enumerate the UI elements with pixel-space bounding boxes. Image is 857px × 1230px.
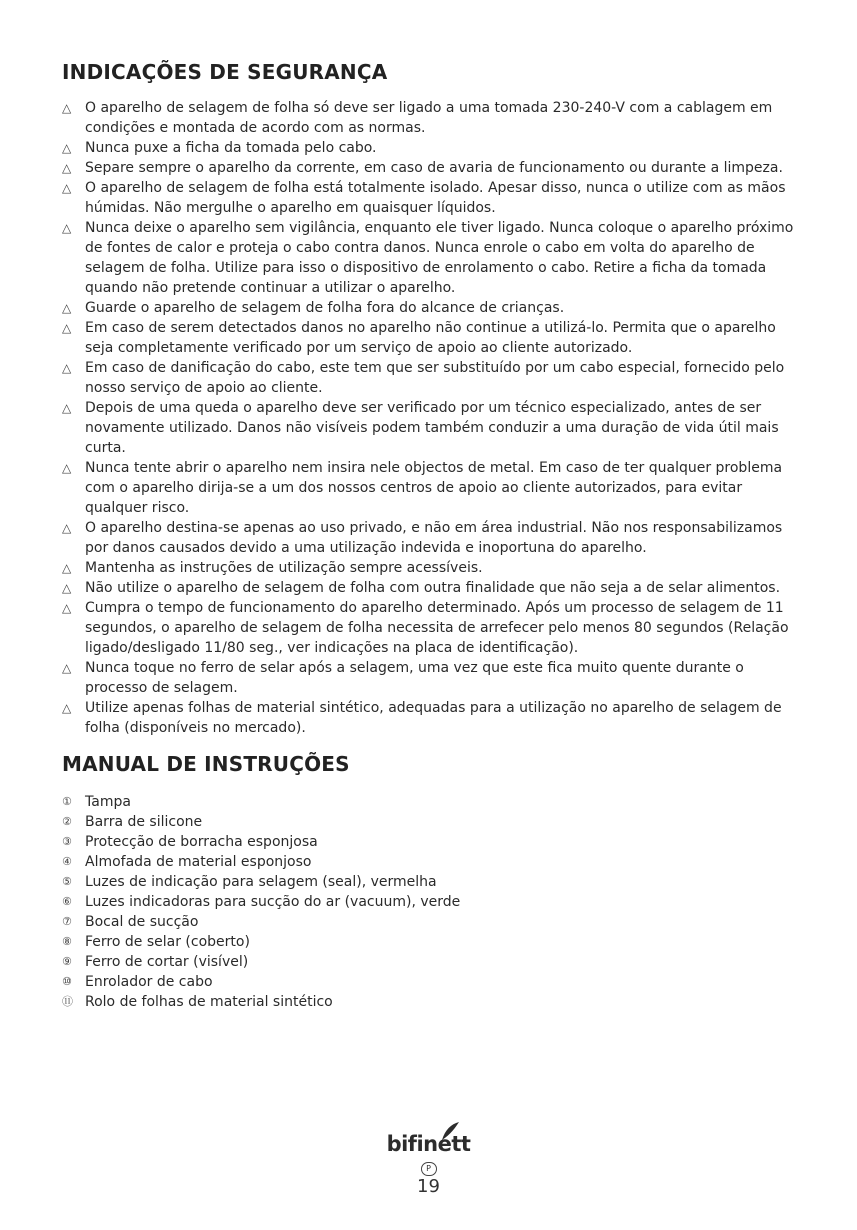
- part-number: ⑦: [62, 915, 72, 928]
- safety-item-text: O aparelho de selagem de folha está totalmente isolado. Apesar disso, nunca o utilize com as mãos húmidas. Não mergulhe o aparelho em quaisquer líquidos.: [85, 180, 786, 216]
- warning-triangle-icon: △: [62, 361, 72, 375]
- safety-item-text: Não utilize o aparelho de selagem de folha com outra finalidade que não seja a de selar alimentos.: [85, 580, 781, 596]
- safety-item: [62, 658, 802, 698]
- part-label: Luzes indicadoras para sucção do ar (vacuum), verde: [85, 894, 461, 910]
- part-item: [62, 992, 802, 1012]
- brand-logo: [387, 1132, 471, 1156]
- part-label: Barra de silicone: [85, 814, 203, 830]
- leaf-icon: [439, 1120, 461, 1142]
- brand-logo-text: bifinett: [386, 1132, 471, 1156]
- safety-item-text: Guarde o aparelho de selagem de folha fora do alcance de crianças.: [85, 300, 565, 316]
- part-item: [62, 872, 802, 892]
- safety-item: [62, 518, 802, 558]
- part-label: Enrolador de cabo: [85, 974, 213, 990]
- part-item: [62, 952, 802, 972]
- page-number: 19: [417, 1176, 440, 1197]
- safety-item-text: O aparelho de selagem de folha só deve ser ligado a uma tomada 230-240-V com a cablagem em condições e montada de acordo com as normas.: [85, 100, 773, 136]
- part-number: ③: [62, 835, 72, 848]
- warning-triangle-icon: △: [62, 581, 72, 595]
- warning-triangle-icon: △: [62, 221, 72, 235]
- safety-item: [62, 298, 802, 318]
- safety-item: [62, 318, 802, 358]
- parts-list: [62, 792, 802, 1012]
- part-item: [62, 972, 802, 992]
- safety-item-text: O aparelho destina-se apenas ao uso privado, e não em área industrial. Não nos responsabilizamos por danos causados devido a uma utilização indevida e inoportuna do aparelho.: [85, 520, 783, 556]
- safety-item-text: Separe sempre o aparelho da corrente, em caso de avaria de funcionamento ou durante a limpeza.: [85, 160, 783, 176]
- warning-triangle-icon: △: [62, 601, 72, 615]
- part-item: [62, 852, 802, 872]
- warning-triangle-icon: △: [62, 561, 72, 575]
- safety-item-text: Em caso de danificação do cabo, este tem que ser substituído por um cabo especial, fornecido pelo nosso serviço de apoio ao cliente.: [85, 360, 785, 396]
- page-footer: [0, 1132, 857, 1197]
- part-number: ⑪: [62, 995, 73, 1008]
- warning-triangle-icon: △: [62, 141, 72, 155]
- part-number: ⑧: [62, 935, 72, 948]
- safety-item-text: Nunca toque no ferro de selar após a selagem, uma vez que este fica muito quente durante o processo de selagem.: [85, 660, 744, 696]
- part-item: [62, 792, 802, 812]
- part-label: Ferro de cortar (visível): [85, 954, 249, 970]
- part-label: Ferro de selar (coberto): [85, 934, 250, 950]
- safety-item-text: Nunca tente abrir o aparelho nem insira nele objectos de metal. Em caso de ter qualquer problema com o aparelho dirija-se a um dos nossos centros de apoio ao cliente autorizados, para evitar qualquer risco.: [85, 460, 783, 516]
- part-item: [62, 832, 802, 852]
- part-number: ①: [62, 795, 72, 808]
- safety-item: [62, 398, 802, 458]
- safety-heading: INDICAÇÕES DE SEGURANÇA: [62, 60, 388, 84]
- part-label: Luzes de indicação para selagem (seal), vermelha: [85, 874, 437, 890]
- warning-triangle-icon: △: [62, 161, 72, 175]
- warning-triangle-icon: △: [62, 521, 72, 535]
- safety-item-text: Nunca deixe o aparelho sem vigilância, enquanto ele tiver ligado. Nunca coloque o aparelho próximo de fontes de calor e proteja o cabo contra danos. Nunca enrole o cabo em volta do aparelho de selagem de folha. Utilize para isso o dispositivo de enrolamento o cabo. Retire a ficha da tomada quando não pretende continuar a utilizar o aparelho.: [85, 220, 794, 296]
- warning-triangle-icon: △: [62, 321, 72, 335]
- page-content: [62, 58, 802, 1012]
- warning-triangle-icon: △: [62, 301, 72, 315]
- warning-triangle-icon: △: [62, 181, 72, 195]
- warning-triangle-icon: △: [62, 101, 72, 115]
- part-number: ②: [62, 815, 72, 828]
- part-label: Tampa: [85, 794, 131, 810]
- part-number: ④: [62, 855, 72, 868]
- safety-item-text: Cumpra o tempo de funcionamento do aparelho determinado. Após um processo de selagem de 11 segundos, o aparelho de selagem de folha necessita de arrefecer pelo menos 80 segundos (Relação ligado/desligado 11/80 seg., ver indicações na placa de identificação).: [85, 600, 789, 656]
- safety-item-text: Nunca puxe a ficha da tomada pelo cabo.: [85, 140, 377, 156]
- part-item: [62, 912, 802, 932]
- warning-triangle-icon: △: [62, 661, 72, 675]
- part-item: [62, 812, 802, 832]
- safety-item: [62, 358, 802, 398]
- safety-item-text: Mantenha as instruções de utilização sempre acessíveis.: [85, 560, 483, 576]
- safety-item-text: Utilize apenas folhas de material sintético, adequadas para a utilização no aparelho de selagem de folha (disponíveis no mercado).: [85, 700, 782, 736]
- safety-item: [62, 458, 802, 518]
- part-item: [62, 932, 802, 952]
- safety-item-text: Em caso de serem detectados danos no aparelho não continue a utilizá-lo. Permita que o aparelho seja completamente verificado por um serviço de apoio ao cliente autorizado.: [85, 320, 776, 356]
- part-number: ⑤: [62, 875, 72, 888]
- safety-item: [62, 558, 802, 578]
- part-number: ⑥: [62, 895, 72, 908]
- warning-triangle-icon: △: [62, 401, 72, 415]
- safety-item: [62, 218, 802, 298]
- safety-item: [62, 698, 802, 738]
- language-badge: P: [421, 1162, 437, 1176]
- warning-triangle-icon: △: [62, 701, 72, 715]
- safety-item: [62, 158, 802, 178]
- safety-item: [62, 138, 802, 158]
- safety-item: [62, 178, 802, 218]
- part-label: Rolo de folhas de material sintético: [85, 994, 333, 1010]
- part-number: ⑩: [62, 975, 72, 988]
- safety-item-text: Depois de uma queda o aparelho deve ser verificado por um técnico especializado, antes de ser novamente utilizado. Danos não visíveis podem também conduzir a uma duração de vida útil mais curta.: [85, 400, 779, 456]
- part-label: Almofada de material esponjoso: [85, 854, 312, 870]
- part-label: Protecção de borracha esponjosa: [85, 834, 318, 850]
- warning-triangle-icon: △: [62, 461, 72, 475]
- safety-list: [62, 98, 802, 738]
- manual-heading: MANUAL DE INSTRUÇÕES: [62, 752, 350, 776]
- safety-item: [62, 98, 802, 138]
- part-label: Bocal de sucção: [85, 914, 199, 930]
- safety-item: [62, 578, 802, 598]
- safety-item: [62, 598, 802, 658]
- part-item: [62, 892, 802, 912]
- part-number: ⑨: [62, 955, 72, 968]
